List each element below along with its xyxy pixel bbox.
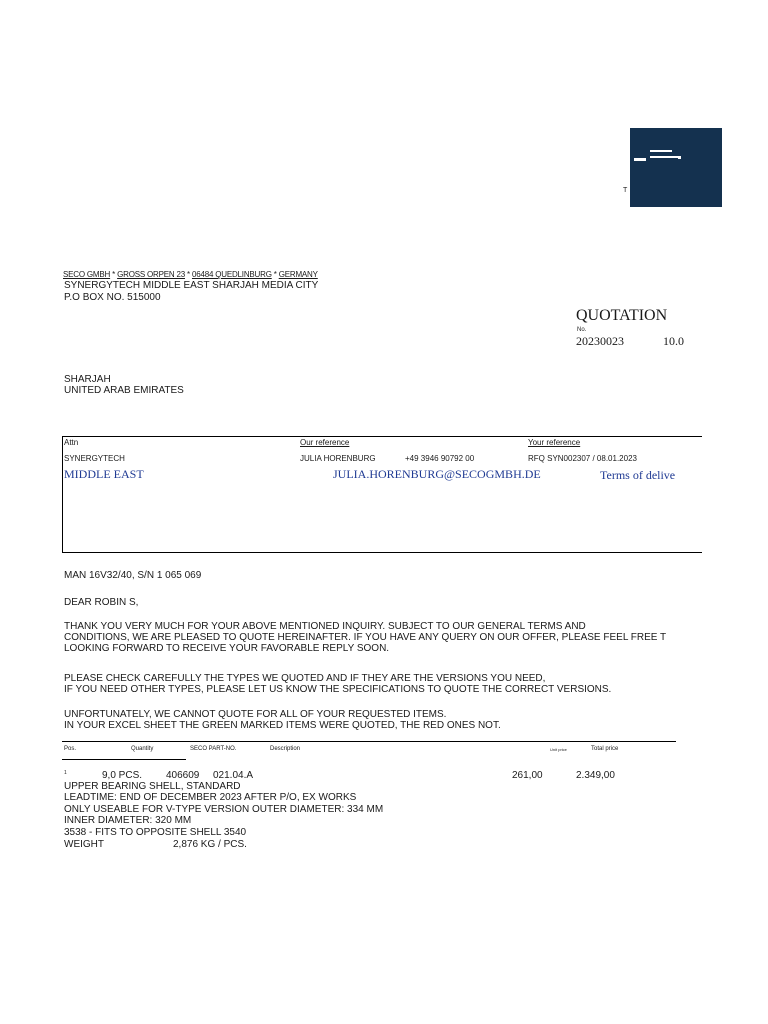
paragraph-1-line-2: CONDITIONS, WE ARE PLEASED TO QUOTE HEREINAFTER. IF YOU HAVE ANY QUERY ON OUR OFFER, PLEASE FEEL FREE T — [64, 632, 667, 643]
item-total-price: 2.349,00 — [576, 770, 615, 781]
our-reference-email: JULIA.HORENBURG@SECOGMBH.DE — [333, 467, 541, 481]
item-description-line: UPPER BEARING SHELL, STANDARD — [64, 781, 241, 792]
item-unit-price: 261,00 — [512, 770, 543, 781]
item-description-line: INNER DIAMETER: 320 MM — [64, 815, 192, 826]
separator: * — [112, 270, 116, 279]
document-number-label: No. — [577, 327, 587, 333]
separator: * — [187, 270, 190, 279]
separator: * — [273, 270, 277, 279]
sender-city: 06484 QUEDLINBURG — [191, 270, 272, 279]
attention-line-2: MIDDLE EAST — [64, 467, 144, 481]
table-header-rule — [62, 759, 186, 760]
attention-header: Attn — [64, 438, 79, 447]
column-header-quantity: Quantity — [131, 746, 154, 752]
item-description-line: ONLY USEABLE FOR V-TYPE VERSION OUTER DIAMETER: 334 MM — [64, 804, 384, 815]
recipient-line-4: UNITED ARAB EMIRATES — [64, 385, 184, 396]
your-reference-header: Your reference — [528, 438, 581, 447]
item-weight-label: WEIGHT — [64, 839, 104, 850]
column-header-total-price: Total price — [591, 746, 619, 752]
recipient-line-1: SYNERGYTECH MIDDLE EAST SHARJAH MEDIA CITY — [64, 280, 319, 291]
our-reference-phone: +49 3946 90792 00 — [405, 454, 475, 463]
column-header-description: Description — [270, 746, 301, 752]
logo-caption: T — [623, 187, 628, 194]
recipient-line-2: P.O BOX NO. 515000 — [64, 292, 161, 303]
document-title: QUOTATION — [576, 307, 668, 324]
sender-company: SECO GMBH — [63, 270, 111, 279]
item-position: 1 — [64, 770, 67, 776]
column-header-part-no: SECO PART-NO. — [190, 746, 237, 752]
table-top-rule — [62, 741, 676, 742]
paragraph-3-line-1: UNFORTUNATELY, WE CANNOT QUOTE FOR ALL OF YOUR REQUESTED ITEMS. — [64, 709, 447, 720]
column-header-unit-price: Unit price — [550, 747, 567, 752]
document-number: 20230023 — [576, 334, 624, 348]
recipient-line-3: SHARJAH — [64, 374, 111, 385]
greeting: DEAR ROBIN S, — [64, 597, 139, 608]
sender-country: GERMANY — [278, 270, 318, 279]
item-description-line: 3538 - FITS TO OPPOSITE SHELL 3540 — [64, 827, 247, 838]
item-description-line: LEADTIME: END OF DECEMBER 2023 AFTER P/O, EX WORKS — [64, 792, 357, 803]
attention-line-1: SYNERGYTECH — [64, 454, 125, 463]
terms-of-delivery: Terms of delive — [600, 468, 676, 482]
paragraph-3-line-2: IN YOUR EXCEL SHEET THE GREEN MARKED ITEMS WERE QUOTED, THE RED ONES NOT. — [64, 720, 501, 731]
item-part-number-b: 021.04.A — [213, 770, 254, 781]
sender-street: GROSS ORPEN 23 — [117, 270, 185, 279]
paragraph-1-line-1: THANK YOU VERY MUCH FOR YOUR ABOVE MENTIONED INQUIRY. SUBJECT TO OUR GENERAL TERMS AND — [64, 621, 586, 632]
item-quantity: 9,0 PCS. — [102, 770, 143, 781]
our-reference-name: JULIA HORENBURG — [300, 454, 376, 463]
sender-address-line — [63, 270, 318, 279]
paragraph-1-line-3: LOOKING FORWARD TO RECEIVE YOUR FAVORABLE REPLY SOON. — [64, 643, 390, 654]
your-reference-value: RFQ SYN002307 / 08.01.2023 — [528, 454, 637, 463]
item-weight-value: 2,876 KG / PCS. — [173, 839, 247, 850]
document-date: 10.0 — [663, 334, 684, 348]
paragraph-2-line-2: IF YOU NEED OTHER TYPES, PLEASE LET US KNOW THE SPECIFICATIONS TO QUOTE THE CORRECT VERSIONS. — [64, 684, 612, 695]
subject-line: MAN 16V32/40, S/N 1 065 069 — [64, 570, 202, 581]
paragraph-2-line-1: PLEASE CHECK CAREFULLY THE TYPES WE QUOTED AND IF THEY ARE THE VERSIONS YOU NEED, — [64, 673, 546, 684]
our-reference-header: Our reference — [300, 438, 350, 447]
column-header-pos: Pos. — [64, 746, 77, 752]
item-part-number-a: 406609 — [166, 770, 200, 781]
